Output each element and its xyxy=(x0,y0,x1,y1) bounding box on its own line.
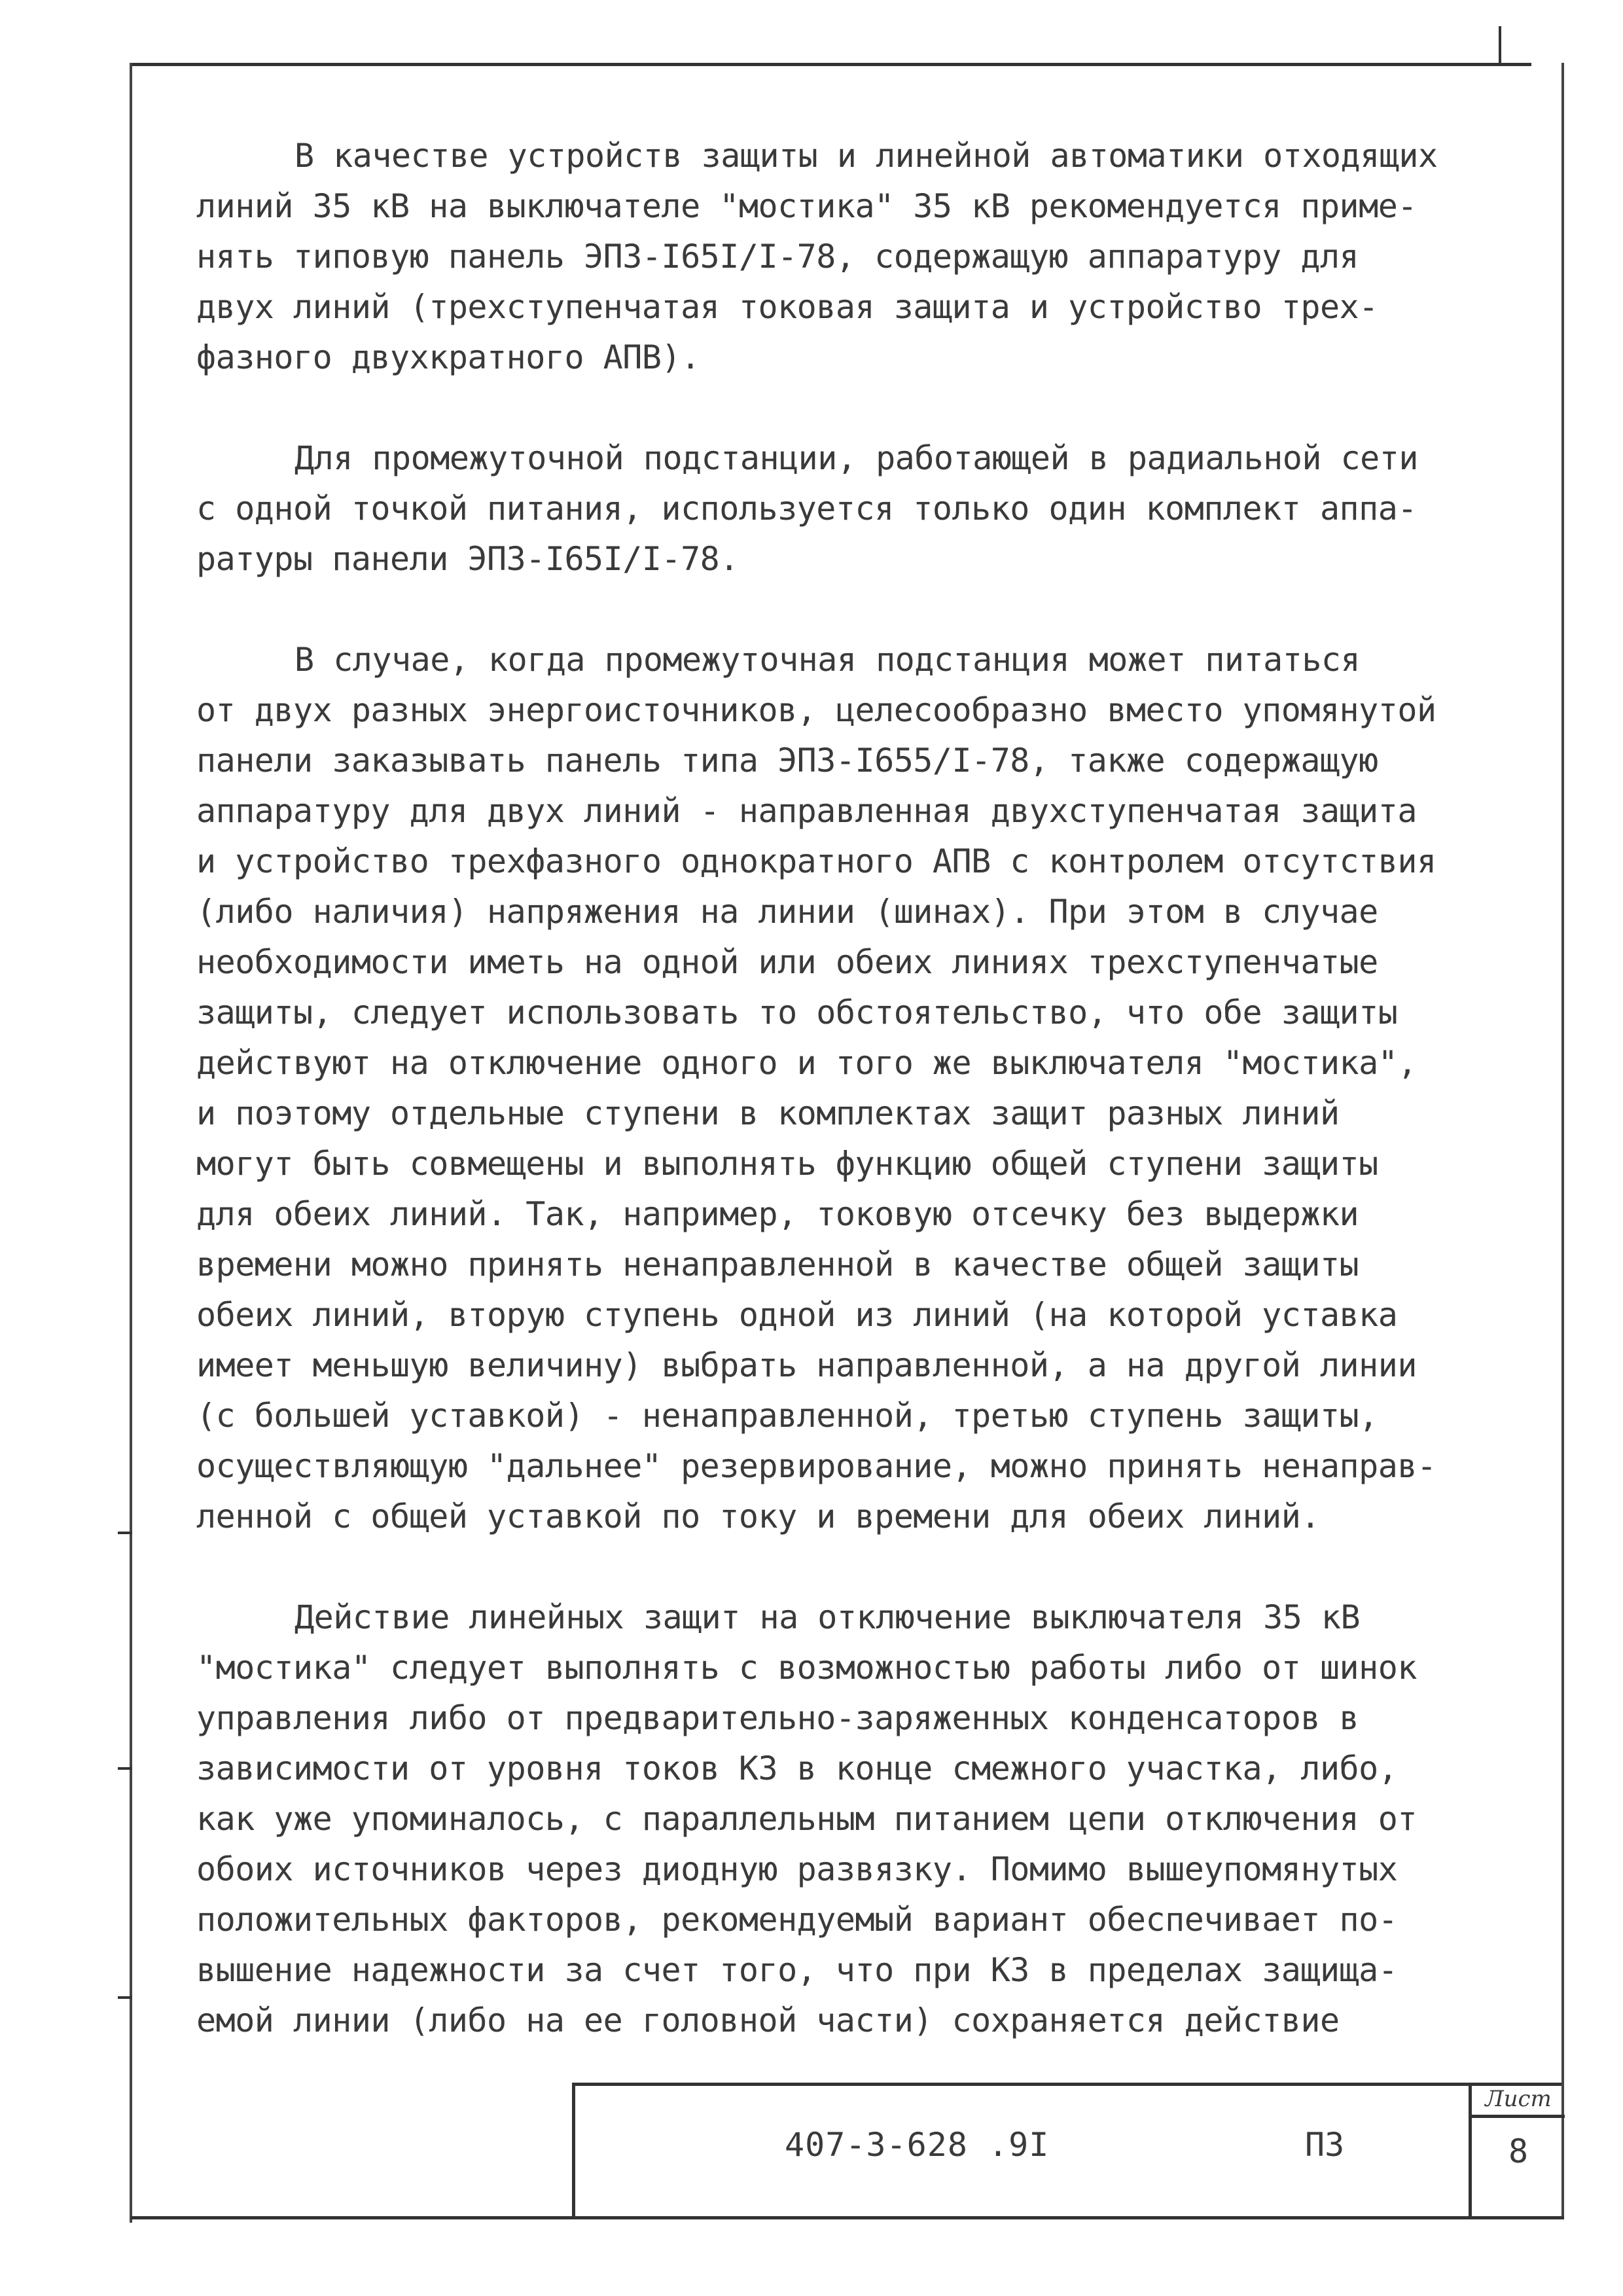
text-line: осуществляющую "дальнее" резервирование, можно принять ненаправ- xyxy=(196,1447,1436,1485)
text-line: для обеих линий. Так, например, токовую отсечку без выдержки xyxy=(196,1195,1359,1233)
text-line: как уже упоминалось, с параллельным питанием цепи отключения от xyxy=(196,1800,1417,1838)
text-line: могут быть совмещены и выполнять функцию общей ступени защиты xyxy=(196,1145,1378,1183)
text-line: обоих источников через диодную развязку. Помимо вышеупомянутых xyxy=(196,1850,1398,1888)
document-type: ПЗ xyxy=(1305,2126,1345,2164)
margin-tick xyxy=(118,1996,132,1999)
text-line: от двух разных энергоисточников, целесообразно вместо упомянутой xyxy=(196,691,1436,729)
text-line: двух линий (трехступенчатая токовая защита и устройство трех- xyxy=(196,288,1378,326)
text-line: имеет меньшую величину) выбрать направленной, а на другой линии xyxy=(196,1346,1417,1384)
frame-bottom-border xyxy=(131,2216,1564,2219)
sheet-cell xyxy=(1469,2083,1565,2216)
text-line: необходимости иметь на одной или обеих линиях трехступенчатые xyxy=(196,943,1378,981)
text-line: и устройство трехфазного однократного АПВ с контролем отсутствия xyxy=(196,842,1436,880)
text-line: зависимости от уровня токов КЗ в конце смежного участка, либо, xyxy=(196,1749,1398,1787)
text-line: "мостика" следует выполнять с возможностью работы либо от шинок xyxy=(196,1649,1417,1687)
body-text xyxy=(196,131,1505,2096)
text-line: емой линии (либо на ее головной части) сохраняется действие xyxy=(196,2001,1340,2039)
margin-tick xyxy=(118,1767,132,1770)
text-line: (либо наличия) напряжения на линии (шинах). При этом в случае xyxy=(196,893,1378,931)
text-line: действуют на отключение одного и того же выключателя "мостика", xyxy=(196,1044,1417,1082)
text-line: обеих линий, вторую ступень одной из линий (на которой уставка xyxy=(196,1296,1398,1334)
title-block xyxy=(572,2083,1561,2216)
paragraph-4 xyxy=(196,1592,1505,2046)
text-line: ратуры панели ЭПЗ-I65I/I-78. xyxy=(196,540,739,578)
sheet-number: 8 xyxy=(1508,2132,1529,2170)
text-line: управления либо от предварительно-заряженных конденсаторов в xyxy=(196,1699,1359,1737)
text-line: Действие линейных защит на отключение выключателя 35 кВ xyxy=(294,1598,1361,1636)
document-code: 407-3-628 .9I xyxy=(785,2126,1050,2164)
sheet-label: Лист xyxy=(1472,2083,1565,2118)
text-line: положительных факторов, рекомендуемый вариант обеспечивает по- xyxy=(196,1901,1398,1939)
text-line: аппаратуру для двух линий - направленная двухступенчатая защита xyxy=(196,792,1417,830)
text-line: ленной с общей уставкой по току и времени для обеих линий. xyxy=(196,1498,1320,1535)
corner-mark xyxy=(1499,26,1501,65)
text-line: линий 35 кВ на выключателе "мостика" 35 кВ рекомендуется приме- xyxy=(196,187,1417,225)
text-line: Для промежуточной подстанции, работающей в радиальной сети xyxy=(294,439,1418,477)
frame-top-border xyxy=(131,63,1531,66)
text-line: с одной точкой питания, используется только один комплект аппа- xyxy=(196,490,1417,528)
paragraph-2 xyxy=(196,433,1505,584)
frame-right-border xyxy=(1561,63,1564,2216)
text-line: и поэтому отдельные ступени в комплектах защит разных линий xyxy=(196,1094,1340,1132)
text-line: фазного двухкратного АПВ). xyxy=(196,338,700,376)
text-line: нять типовую панель ЭПЗ-I65I/I-78, содержащую аппаратуру для xyxy=(196,238,1359,276)
text-line: вышение надежности за счет того, что при КЗ в пределах защища- xyxy=(196,1951,1398,1989)
text-line: времени можно принять ненаправленной в качестве общей защиты xyxy=(196,1246,1359,1283)
text-line: панели заказывать панель типа ЭПЗ-I655/I-78, также содержащую xyxy=(196,742,1378,780)
margin-tick xyxy=(118,1532,132,1534)
frame-left-border xyxy=(130,63,132,2223)
text-line: В качестве устройств защиты и линейной автоматики отходящих xyxy=(294,137,1438,175)
text-line: защиты, следует использовать то обстоятельство, что обе защиты xyxy=(196,994,1398,1031)
text-line: (с большей уставкой) - ненаправленной, третью ступень защиты, xyxy=(196,1397,1378,1435)
paragraph-1 xyxy=(196,131,1505,383)
paragraph-3 xyxy=(196,635,1505,1542)
text-line: В случае, когда промежуточная подстанция может питаться xyxy=(294,641,1361,679)
